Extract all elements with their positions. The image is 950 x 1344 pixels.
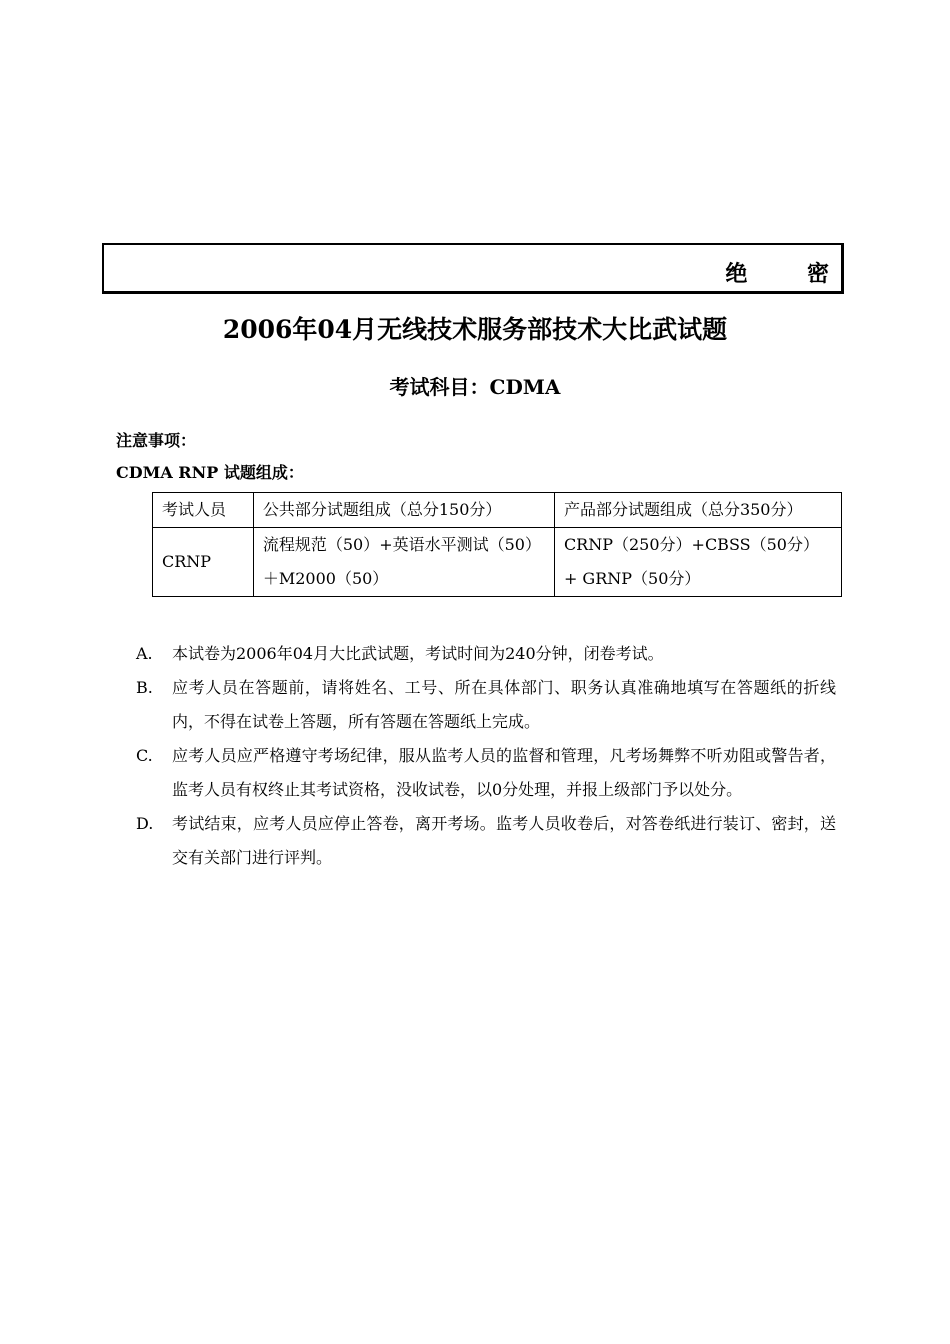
list-item-text: 应考人员在答题前，请将姓名、工号、所在具体部门、职务认真准确地填写在答题纸的折线内，不得在试卷上答题，所有答题在答题纸上完成。 <box>172 678 836 731</box>
composition-heading: CDMA RNP 试题组成： <box>116 463 304 482</box>
list-item-text: 应考人员应严格遵守考场纪律，服从监考人员的监督和管理，凡考场舞弊不听劝阻或警告者，监考人员有权终止其考试资格，没收试卷，以0分处理，并报上级部门予以处分。 <box>172 746 836 799</box>
list-item-letter: C. <box>136 746 153 765</box>
list-item-letter: D. <box>136 814 154 833</box>
list-item <box>136 671 836 739</box>
notes-list <box>136 637 836 875</box>
list-item-text: 考试结束，应考人员应停止答卷，离开考场。监考人员收卷后，对答卷纸进行装订、密封，送交有关部门进行评判。 <box>172 814 836 867</box>
list-item <box>136 739 836 807</box>
table-header-row <box>153 493 842 528</box>
list-item-text: 本试卷为2006年04月大比武试题，考试时间为240分钟，闭卷考试。 <box>172 644 664 663</box>
classification-box <box>102 243 855 294</box>
composition-table <box>152 492 842 597</box>
table-cell: CRNP <box>153 528 254 597</box>
classification-label: 绝 密 <box>725 261 855 287</box>
table-row <box>153 528 842 597</box>
table-cell: 流程规范（50）+英语水平测试（50）＋M2000（50） <box>253 528 554 597</box>
table-cell: CRNP（250分）+CBSS（50分）+ GRNP（50分） <box>554 528 841 597</box>
list-item <box>136 637 836 671</box>
list-item-letter: B. <box>136 678 153 697</box>
table-header-cell: 公共部分试题组成（总分150分） <box>253 493 554 528</box>
table-header-cell: 考试人员 <box>153 493 254 528</box>
table-header-cell: 产品部分试题组成（总分350分） <box>554 493 841 528</box>
list-item <box>136 807 836 875</box>
list-item-letter: A. <box>136 644 153 663</box>
exam-title: 2006年04月无线技术服务部技术大比武试题 <box>222 315 728 344</box>
notes-heading: 注意事项： <box>116 431 197 450</box>
exam-subject: 考试科目：CDMA <box>389 375 561 399</box>
